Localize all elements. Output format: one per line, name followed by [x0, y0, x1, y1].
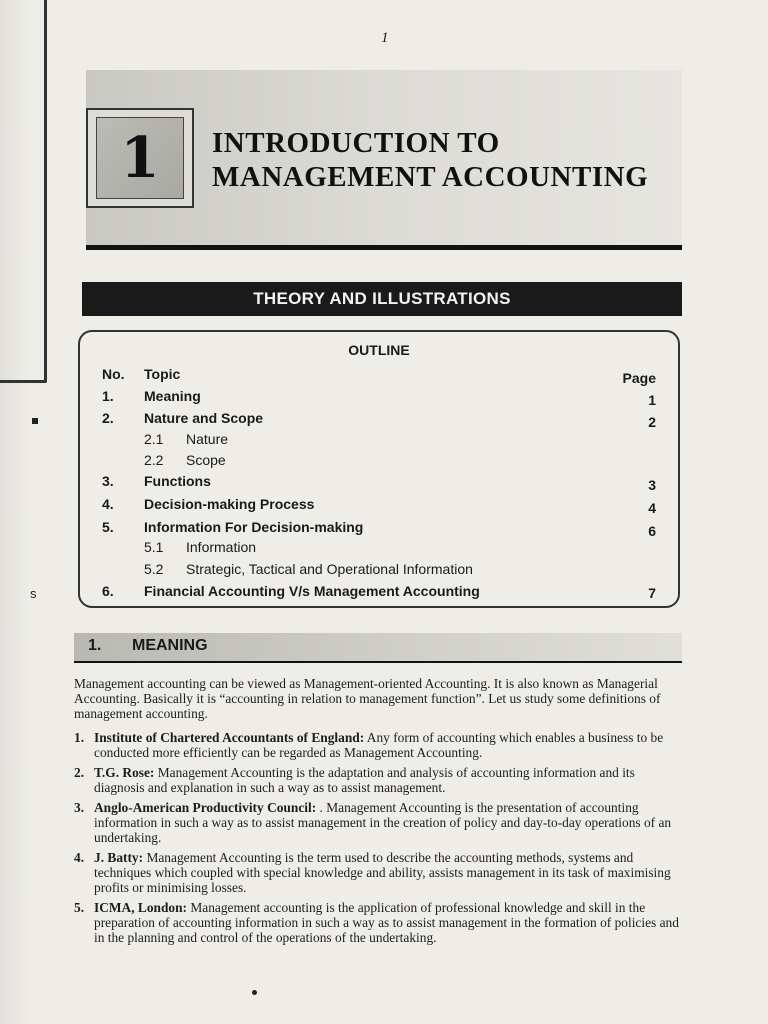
definition-source: ICMA, London:: [94, 900, 188, 915]
outline-row-page: 3: [648, 477, 656, 493]
outline-row: [80, 581, 678, 601]
chapter-divider: [86, 245, 682, 250]
outline-heading: OUTLINE: [348, 342, 410, 358]
outline-subrow: [80, 429, 678, 449]
outline-col-page: Page: [622, 370, 656, 386]
definition-source: T.G. Rose:: [94, 765, 155, 780]
definition-item: [74, 850, 684, 895]
definition-number: 4.: [74, 850, 85, 865]
definition-number: 1.: [74, 730, 85, 745]
outline-row-no: 6.: [102, 583, 114, 599]
outline-row: [80, 517, 678, 537]
definition-text: Management accounting is the application of professional knowledge and skill in the preparation of accounting information in such a way as to assist management in the formation of policies and in the planning and control of the operations of the undertaking.: [94, 900, 679, 945]
outline-row-topic: Nature and Scope: [144, 410, 264, 426]
outline-row-no: 3.: [102, 473, 114, 489]
chapter-title-line-2: MANAGEMENT ACCOUNTING: [212, 161, 649, 193]
outline-subrow-topic: Scope: [186, 452, 226, 468]
outline-row-page: 2: [648, 414, 656, 430]
definition-text: Any form of accounting which enables a business to be conducted more efficiently can be regarded as Management Accounting.: [94, 730, 664, 760]
definition-item: [74, 765, 684, 795]
previous-page-border: [0, 0, 47, 383]
definitions-list: [74, 730, 684, 950]
outline-row-no: 2.: [102, 410, 114, 426]
outline-subrow: [80, 559, 678, 579]
outline-row: [80, 386, 678, 406]
outline-box: [78, 330, 680, 608]
outline-row-topic: Information For Decision-making: [144, 519, 364, 535]
intro-paragraph: Management accounting can be viewed as Management-oriented Accounting. It is also known as Managerial Accounting. Basically it is “accounting in relation to management function”. Let us study some definitions of management accounting.: [74, 676, 661, 721]
section-title: MEANING: [132, 637, 208, 654]
margin-mark: s: [30, 586, 37, 601]
outline-row: [80, 408, 678, 428]
outline-row-page: 7: [648, 585, 656, 601]
outline-header-row: [80, 364, 678, 384]
chapter-number: 1: [120, 125, 160, 191]
outline-row-no: 4.: [102, 496, 114, 512]
definition-text: . Management Accounting is the presentation of accounting information in such a way as to assist management in the creation of policy and day-to-day operations of an undertaking.: [94, 800, 672, 845]
section-heading: [74, 633, 682, 663]
chapter-title: [212, 126, 682, 194]
definition-number: 2.: [74, 765, 85, 780]
outline-row: [80, 494, 678, 514]
outline-row-topic: Decision-making Process: [144, 496, 315, 512]
outline-subrow: [80, 537, 678, 557]
outline-row-no: 1.: [102, 388, 114, 404]
outline-row: [80, 471, 678, 491]
outline-row-no: 5.: [102, 519, 114, 535]
outline-col-no: No.: [102, 366, 125, 382]
section-number: 1.: [88, 637, 102, 654]
definition-source: Anglo-American Productivity Council:: [94, 800, 317, 815]
outline-row-page: 6: [648, 523, 656, 539]
chapter-number-box: [86, 108, 194, 208]
chapter-number-panel: [96, 117, 184, 199]
outline-subrow: [80, 450, 678, 470]
theory-banner: THEORY AND ILLUSTRATIONS: [82, 282, 682, 316]
definition-item: [74, 730, 684, 760]
outline-subrow-topic: Strategic, Tactical and Operational Information: [186, 561, 473, 577]
outline-subrow-no: 5.2: [144, 561, 164, 577]
outline-row-topic: Financial Accounting V/s Management Accounting: [144, 583, 480, 599]
definition-source: J. Batty:: [94, 850, 144, 865]
outline-subrow-no: 2.2: [144, 452, 164, 468]
outline-subrow-no: 5.1: [144, 539, 164, 555]
definition-text: Management Accounting is the term used to describe the accounting methods, systems and techniques which coupled with special knowledge and ability, assists management in its task of maximising profits or minimising losses.: [94, 850, 671, 895]
outline-subrow-topic: Nature: [186, 431, 229, 447]
definition-item: [74, 800, 684, 845]
outline-row-topic: Meaning: [144, 388, 201, 404]
margin-dot: [32, 418, 38, 424]
outline-col-topic: Topic: [144, 366, 181, 382]
page-number: 1: [381, 30, 389, 46]
outline-row-page: 1: [648, 392, 656, 408]
definition-text: Management Accounting is the adaptation and analysis of accounting information and its diagnosis and explanation in such a way as to assist management.: [94, 765, 635, 795]
chapter-title-line-1: INTRODUCTION TO: [212, 127, 500, 159]
definition-source: Institute of Chartered Accountants of England:: [94, 730, 365, 745]
outline-subrow-topic: Information: [186, 539, 257, 555]
definition-number: 3.: [74, 800, 85, 815]
outline-row-topic: Functions: [144, 473, 211, 489]
definition-number: 5.: [74, 900, 85, 915]
definition-item: [74, 900, 684, 945]
outline-row-page: 4: [648, 500, 656, 516]
page-speck: [252, 990, 257, 995]
outline-subrow-no: 2.1: [144, 431, 164, 447]
